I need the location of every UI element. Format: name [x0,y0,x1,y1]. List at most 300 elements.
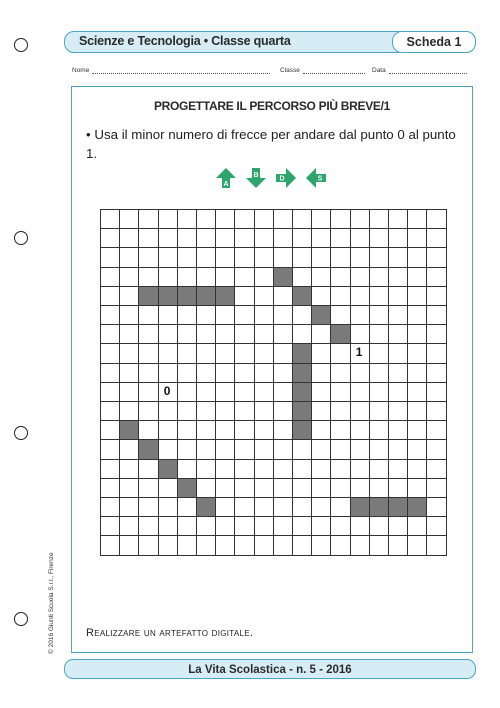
grid-cell-obstacle[interactable] [138,439,158,459]
grid-cell[interactable] [119,228,139,248]
grid-cell[interactable] [177,209,197,229]
grid-cell[interactable] [158,401,178,421]
grid-cell[interactable] [369,305,389,325]
grid-cell[interactable] [119,516,139,536]
grid-cell[interactable] [407,209,427,229]
grid-cell[interactable] [177,459,197,479]
grid-cell[interactable] [369,401,389,421]
grid-cell[interactable] [119,343,139,363]
grid-cell[interactable] [138,343,158,363]
grid-cell[interactable] [330,247,350,267]
grid-cell[interactable] [196,535,216,555]
grid-cell[interactable] [407,478,427,498]
grid-cell[interactable] [369,459,389,479]
grid-cell[interactable] [234,363,254,383]
grid-cell[interactable] [311,343,331,363]
grid-cell[interactable] [292,228,312,248]
grid-cell[interactable] [311,497,331,517]
grid-cell[interactable] [388,401,408,421]
grid-cell[interactable] [426,382,446,402]
grid-cell[interactable] [177,439,197,459]
grid-cell[interactable] [254,439,274,459]
grid-cell[interactable] [350,247,370,267]
grid-cell[interactable] [138,459,158,479]
grid-cell[interactable] [388,305,408,325]
grid-cell[interactable] [273,439,293,459]
grid-cell[interactable] [158,420,178,440]
grid-cell[interactable] [177,497,197,517]
grid-cell[interactable] [273,324,293,344]
grid-cell[interactable] [177,363,197,383]
grid-cell[interactable] [426,439,446,459]
grid-cell[interactable] [273,382,293,402]
grid-cell[interactable] [273,286,293,306]
grid-cell[interactable] [273,363,293,383]
grid-cell[interactable] [196,247,216,267]
grid-cell[interactable] [158,535,178,555]
grid-cell[interactable] [138,363,158,383]
grid-cell[interactable] [100,209,120,229]
grid-cell[interactable] [330,343,350,363]
grid-cell[interactable] [138,267,158,287]
grid-cell[interactable] [311,535,331,555]
grid-cell[interactable] [407,228,427,248]
grid-cell[interactable] [196,382,216,402]
grid-cell[interactable] [254,420,274,440]
grid-cell[interactable] [292,305,312,325]
grid-cell[interactable] [407,420,427,440]
grid-cell[interactable] [177,535,197,555]
grid-cell[interactable] [254,247,274,267]
grid-cell[interactable] [138,305,158,325]
grid-cell[interactable] [196,209,216,229]
grid-cell[interactable] [426,363,446,383]
grid-cell[interactable] [177,267,197,287]
grid-cell[interactable] [426,228,446,248]
grid-cell[interactable] [426,209,446,229]
grid-cell[interactable] [350,401,370,421]
grid-cell[interactable] [234,324,254,344]
grid-cell[interactable] [330,439,350,459]
grid-cell[interactable] [158,363,178,383]
grid-cell[interactable] [254,324,274,344]
grid-cell[interactable] [177,420,197,440]
grid-cell[interactable] [119,324,139,344]
grid-cell-obstacle[interactable] [311,305,331,325]
grid-cell[interactable] [215,324,235,344]
grid-cell[interactable] [158,497,178,517]
grid-cell[interactable] [119,267,139,287]
grid-cell[interactable] [350,305,370,325]
grid-cell[interactable] [330,535,350,555]
grid-cell-obstacle[interactable] [369,497,389,517]
grid-cell[interactable] [407,286,427,306]
grid-cell[interactable] [215,228,235,248]
grid-cell[interactable] [350,209,370,229]
grid-cell[interactable] [254,228,274,248]
grid-cell[interactable] [273,478,293,498]
grid-cell[interactable] [158,343,178,363]
grid-cell[interactable] [350,516,370,536]
grid-cell[interactable] [100,382,120,402]
grid-cell[interactable] [311,516,331,536]
grid-cell[interactable] [350,478,370,498]
grid-cell[interactable] [100,286,120,306]
grid-cell[interactable] [426,401,446,421]
grid-cell[interactable] [369,209,389,229]
grid-cell[interactable] [158,478,178,498]
grid-cell[interactable] [100,247,120,267]
grid-cell[interactable] [388,267,408,287]
grid-cell[interactable] [254,209,274,229]
grid-cell[interactable] [388,535,408,555]
grid-cell-obstacle[interactable] [292,401,312,421]
grid-cell[interactable] [215,478,235,498]
grid-cell[interactable] [158,305,178,325]
grid-cell[interactable] [196,401,216,421]
grid-cell[interactable] [254,343,274,363]
grid-cell[interactable] [100,497,120,517]
grid-cell-obstacle[interactable] [196,497,216,517]
grid-cell[interactable] [311,286,331,306]
grid-cell[interactable] [100,324,120,344]
grid-cell[interactable] [388,478,408,498]
grid-cell[interactable] [100,478,120,498]
grid-cell[interactable] [196,343,216,363]
grid-cell[interactable] [138,497,158,517]
grid-cell[interactable] [273,420,293,440]
grid-cell[interactable] [350,420,370,440]
grid-cell[interactable] [254,459,274,479]
grid-cell[interactable] [254,516,274,536]
grid-cell[interactable] [369,228,389,248]
grid-cell[interactable] [138,228,158,248]
grid-cell[interactable] [407,343,427,363]
grid-cell[interactable] [388,420,408,440]
grid-cell[interactable] [100,459,120,479]
grid-cell[interactable] [215,267,235,287]
grid-cell[interactable] [350,324,370,344]
grid-cell[interactable] [426,516,446,536]
grid-cell[interactable] [196,363,216,383]
grid-cell-obstacle[interactable] [407,497,427,517]
grid-cell-obstacle[interactable] [158,459,178,479]
grid-cell[interactable] [330,228,350,248]
grid-cell[interactable] [330,401,350,421]
grid-cell[interactable] [330,516,350,536]
grid-cell[interactable] [119,459,139,479]
grid-cell[interactable] [234,343,254,363]
grid-cell[interactable] [369,382,389,402]
grid-cell[interactable] [330,382,350,402]
grid-cell[interactable] [100,228,120,248]
grid-cell[interactable] [426,478,446,498]
grid-cell[interactable] [196,516,216,536]
grid-cell[interactable] [369,516,389,536]
grid-cell-obstacle[interactable] [388,497,408,517]
grid-cell[interactable] [407,516,427,536]
grid-cell-obstacle[interactable] [119,420,139,440]
grid-cell[interactable] [254,401,274,421]
grid-cell[interactable] [234,439,254,459]
grid-cell[interactable] [215,401,235,421]
grid-cell[interactable] [254,305,274,325]
grid-cell[interactable] [388,324,408,344]
grid-cell[interactable] [273,228,293,248]
grid-cell[interactable] [234,516,254,536]
grid-cell[interactable] [234,535,254,555]
grid-cell[interactable] [177,228,197,248]
grid-cell[interactable] [196,420,216,440]
grid-cell[interactable] [330,478,350,498]
grid-cell-obstacle[interactable] [292,286,312,306]
grid-cell[interactable] [273,343,293,363]
grid-cell[interactable] [311,228,331,248]
grid-cell[interactable] [215,363,235,383]
grid-cell-obstacle[interactable] [350,497,370,517]
grid-cell[interactable] [311,439,331,459]
grid-cell[interactable] [350,459,370,479]
grid-cell[interactable] [311,324,331,344]
grid-cell-obstacle[interactable] [177,286,197,306]
grid-cell[interactable] [388,286,408,306]
grid-cell[interactable] [350,267,370,287]
grid-cell[interactable] [407,247,427,267]
grid-cell[interactable] [138,401,158,421]
grid-cell[interactable] [292,497,312,517]
grid-cell[interactable] [292,478,312,498]
grid-cell-obstacle[interactable] [158,286,178,306]
grid-cell[interactable] [369,247,389,267]
grid-cell-obstacle[interactable] [292,363,312,383]
grid-cell[interactable] [407,267,427,287]
grid-cell[interactable] [273,516,293,536]
grid-cell[interactable] [196,459,216,479]
grid-cell[interactable] [369,535,389,555]
grid-cell[interactable] [138,516,158,536]
grid-cell[interactable] [234,247,254,267]
grid-cell[interactable] [273,535,293,555]
grid-cell[interactable] [215,497,235,517]
grid-cell[interactable] [311,478,331,498]
grid-cell[interactable] [196,439,216,459]
grid-cell[interactable] [330,363,350,383]
grid-cell[interactable] [292,267,312,287]
grid-cell[interactable] [119,497,139,517]
grid-cell[interactable] [388,439,408,459]
grid-cell[interactable] [100,516,120,536]
grid-cell[interactable] [138,382,158,402]
grid-cell[interactable] [273,305,293,325]
grid-cell[interactable] [311,382,331,402]
grid-cell[interactable] [234,478,254,498]
grid-cell[interactable] [158,228,178,248]
grid-cell[interactable] [254,286,274,306]
grid-cell[interactable] [330,420,350,440]
grid-cell[interactable] [158,247,178,267]
grid-cell[interactable] [426,324,446,344]
grid-cell[interactable] [215,420,235,440]
grid-cell[interactable] [388,343,408,363]
grid-cell[interactable] [234,382,254,402]
grid-cell[interactable] [177,401,197,421]
grid-cell[interactable] [407,382,427,402]
grid-cell[interactable] [369,267,389,287]
grid-cell[interactable] [330,286,350,306]
grid-cell[interactable] [273,209,293,229]
grid-cell[interactable] [215,382,235,402]
grid-cell[interactable] [119,305,139,325]
grid-cell[interactable] [138,478,158,498]
grid-cell[interactable] [119,247,139,267]
grid-cell[interactable] [292,535,312,555]
grid-cell[interactable] [119,286,139,306]
grid-cell[interactable] [100,343,120,363]
grid-cell[interactable] [196,478,216,498]
grid-cell[interactable] [292,459,312,479]
grid-cell[interactable] [177,382,197,402]
grid-cell[interactable] [330,497,350,517]
grid-cell[interactable] [196,305,216,325]
grid-cell[interactable] [407,305,427,325]
grid-cell[interactable] [234,420,254,440]
grid-cell[interactable] [292,324,312,344]
grid-cell[interactable] [292,516,312,536]
grid-cell[interactable] [426,343,446,363]
grid-cell[interactable] [311,401,331,421]
grid-cell-obstacle[interactable] [138,286,158,306]
grid-cell[interactable] [407,363,427,383]
grid-cell[interactable] [138,209,158,229]
grid-cell[interactable] [138,535,158,555]
grid-cell[interactable] [100,267,120,287]
grid-cell[interactable] [311,459,331,479]
grid-cell[interactable] [234,228,254,248]
grid-cell[interactable] [234,305,254,325]
grid-cell[interactable] [234,267,254,287]
grid-cell[interactable] [350,286,370,306]
grid-cell[interactable] [369,324,389,344]
grid-cell[interactable] [369,439,389,459]
grid-cell[interactable] [273,247,293,267]
grid-cell[interactable] [119,209,139,229]
grid-cell[interactable] [426,305,446,325]
grid-cell[interactable] [292,247,312,267]
grid-cell[interactable] [350,439,370,459]
grid-cell-obstacle[interactable] [292,420,312,440]
grid-cell-obstacle[interactable] [292,382,312,402]
grid-cell[interactable] [350,535,370,555]
grid-cell[interactable] [426,286,446,306]
grid-cell[interactable] [119,382,139,402]
grid-cell[interactable] [426,247,446,267]
grid-cell[interactable] [215,247,235,267]
grid-cell[interactable] [254,535,274,555]
grid-cell[interactable] [330,267,350,287]
grid-cell[interactable] [426,420,446,440]
grid-cell[interactable] [388,363,408,383]
grid-cell[interactable] [388,209,408,229]
grid-cell[interactable] [100,401,120,421]
grid-cell[interactable] [100,535,120,555]
grid-cell[interactable] [369,363,389,383]
grid-cell[interactable] [158,324,178,344]
grid-cell-obstacle[interactable] [196,286,216,306]
grid-cell[interactable] [119,363,139,383]
grid-cell-obstacle[interactable] [330,324,350,344]
grid-cell[interactable] [234,286,254,306]
grid-cell[interactable] [196,228,216,248]
grid-cell[interactable] [311,247,331,267]
grid-cell[interactable] [330,209,350,229]
grid-cell[interactable] [215,535,235,555]
grid-cell[interactable] [177,516,197,536]
grid-cell[interactable] [177,247,197,267]
grid-cell[interactable] [292,439,312,459]
grid-cell[interactable] [158,439,178,459]
grid-cell[interactable] [407,324,427,344]
grid-cell[interactable] [196,267,216,287]
grid-cell[interactable] [215,209,235,229]
grid-cell[interactable] [350,228,370,248]
grid-cell[interactable] [407,459,427,479]
grid-cell[interactable] [330,459,350,479]
grid-cell[interactable] [407,401,427,421]
grid-cell[interactable] [388,382,408,402]
grid-cell[interactable] [196,324,216,344]
grid-cell[interactable] [388,228,408,248]
grid-cell[interactable] [311,420,331,440]
grid-cell[interactable] [407,535,427,555]
grid-cell[interactable] [426,535,446,555]
grid-cell[interactable] [158,267,178,287]
grid-cell[interactable] [388,247,408,267]
grid-cell[interactable] [330,305,350,325]
grid-cell[interactable] [388,459,408,479]
grid-cell[interactable] [138,324,158,344]
grid-cell[interactable] [100,305,120,325]
grid-cell[interactable] [215,305,235,325]
grid-cell[interactable] [426,459,446,479]
grid-cell[interactable] [369,420,389,440]
grid-cell[interactable] [138,247,158,267]
grid-cell[interactable] [215,343,235,363]
grid-cell[interactable] [273,401,293,421]
grid-cell[interactable] [215,459,235,479]
grid-cell[interactable] [119,478,139,498]
grid-cell[interactable] [177,343,197,363]
grid-cell[interactable] [100,420,120,440]
grid-cell[interactable] [177,324,197,344]
grid-cell[interactable] [311,267,331,287]
grid-cell[interactable] [311,209,331,229]
grid-cell[interactable] [350,382,370,402]
grid-cell[interactable] [234,459,254,479]
grid-cell[interactable] [407,439,427,459]
grid-cell[interactable] [100,363,120,383]
grid-cell-obstacle[interactable] [273,267,293,287]
grid-cell[interactable] [388,516,408,536]
grid-cell[interactable] [215,439,235,459]
grid-cell[interactable] [234,209,254,229]
grid-cell[interactable] [369,478,389,498]
grid-cell-obstacle[interactable] [215,286,235,306]
grid-cell[interactable] [254,478,274,498]
grid-cell[interactable] [138,420,158,440]
grid-cell[interactable] [100,439,120,459]
grid-cell[interactable] [426,497,446,517]
grid-cell[interactable] [254,363,274,383]
